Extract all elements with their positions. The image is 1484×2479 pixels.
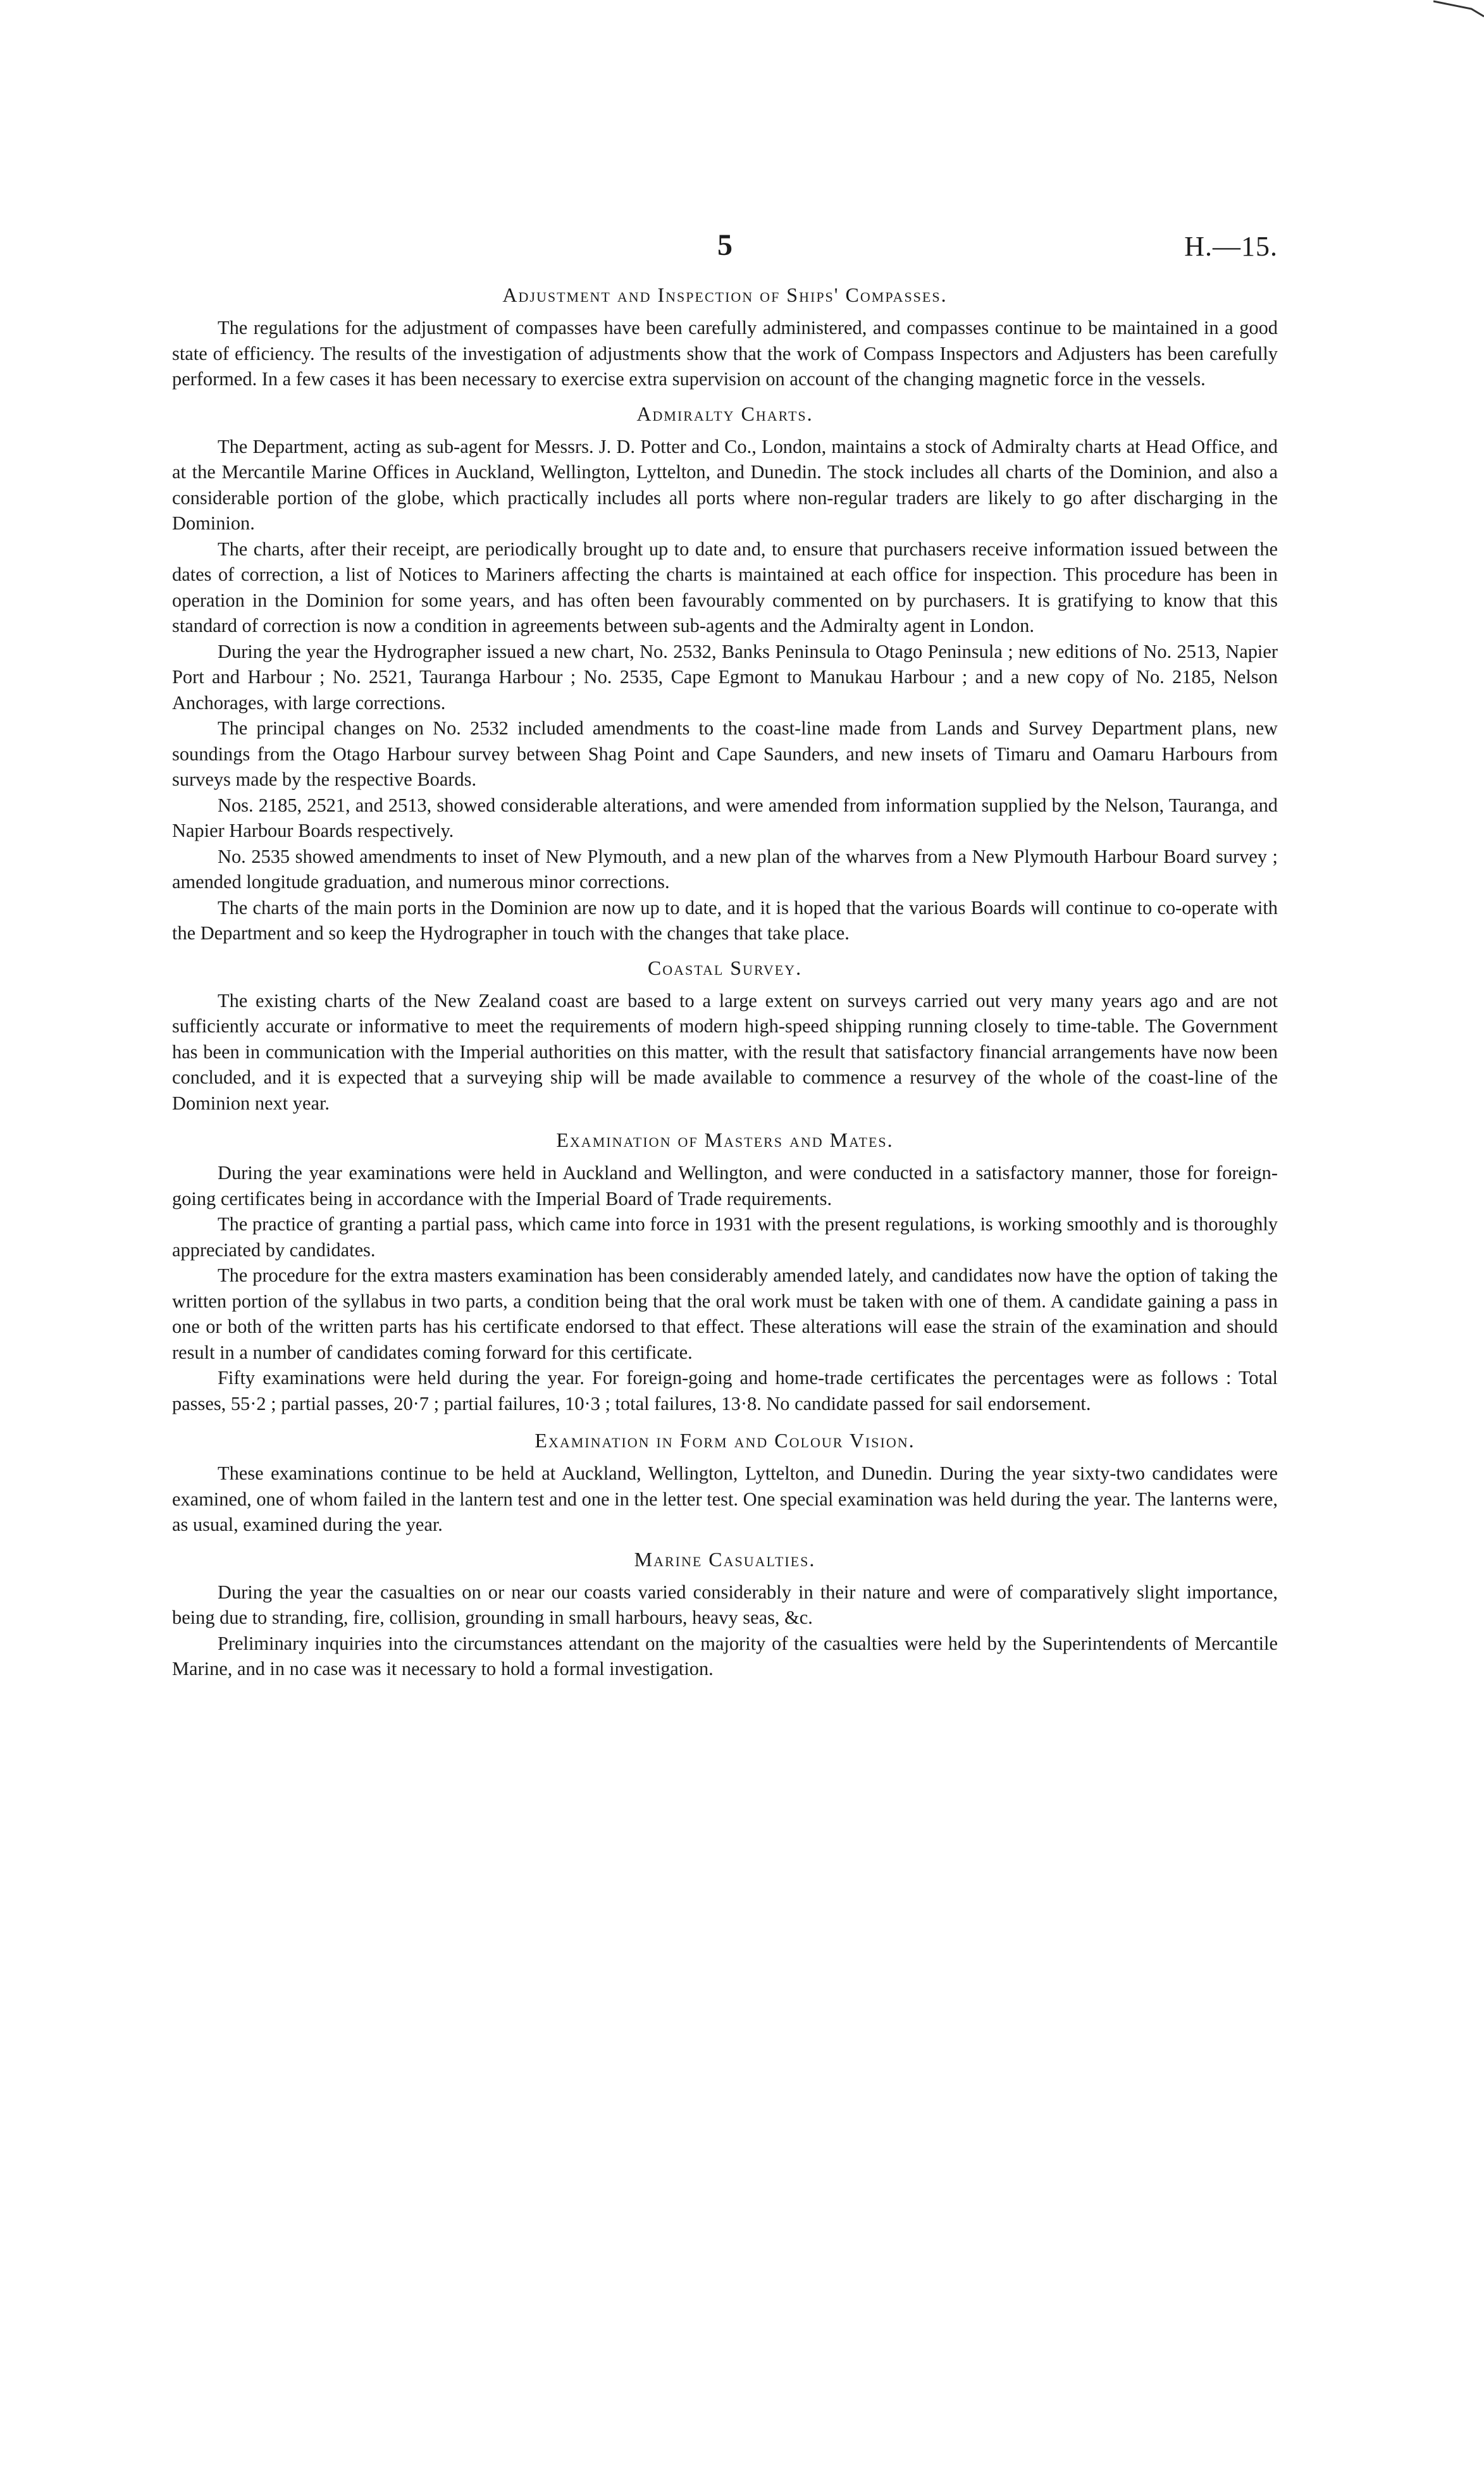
paragraph: During the year the Hydrographer issued a new chart, No. 2532, Banks Peninsula to Otago Peninsula ; new editions of No. 2513, Napier Port and Harbour ; No. 2521, Tauranga Harbour ; No. 2535, Cape Egmont to Manukau Harbour ; and a new copy of No. 2185, Nelson Anchorages, with large corrections. [172,640,1278,714]
section-heading: Marine Casualties. [634,1547,816,1571]
paragraph: During the year the casualties on or near our coasts varied considerably in their nature and were of comparatively slight importance, being due to stranding, fire, collision, grounding in small harbours, heavy seas, &c. [172,1581,1278,1628]
section-colour-vision [172,1428,1278,1538]
paragraph: The Department, acting as sub-agent for Messrs. J. D. Potter and Co., London, maintains a stock of Admiralty charts at Head Office, and at the Mercantile Marine Offices in Auckland, Wellington, Lyttelton, and Dunedin. The stock includes all charts of the Dominion, and also a considerable portion of the globe, which practically includes all ports where non-regular traders are likely to go after discharging in the Dominion. [172,435,1278,534]
section-admiralty-charts [172,401,1278,946]
paragraph: The existing charts of the New Zealand coast are based to a large extent on surveys carried out very many years ago and are not sufficiently accurate or informative to meet the requirements of modern high-speed shipping running closely to time-table. The Government has been in communication with the Imperial authorities on this matter, with the result that satisfactory financial arrangements have now been concluded, and it is expected that a surveying ship will be made available to commence a resurvey of the whole of the coast-line of the Dominion next year. [172,989,1278,1114]
paragraph: These examinations continue to be held at Auckland, Wellington, Lyttelton, and Dunedin. During the year sixty-two candidates were examined, one of whom failed in the lantern test and one in the letter test. One special examination was held during the year. The lanterns were, as usual, examined during the year. [172,1462,1278,1535]
paragraph: The practice of granting a partial pass, which came into force in 1931 with the present regulations, is working smoothly and is thoroughly appreciated by candidates. [172,1213,1278,1261]
section-marine-casualties [172,1547,1278,1682]
document-reference: H.—15. [1184,231,1278,262]
section-masters-mates [172,1127,1278,1416]
paragraph: The procedure for the extra masters examination has been considerably amended lately, and candidates now have the option of taking the written portion of the syllabus in two parts, a condition being that the oral work must be taken with one of them. A candidate gaining a pass in one or both of the written parts has his certificate endorsed to that effect. These alterations will ease the strain of the examination and should result in a number of candidates coming forward for this certificate. [172,1264,1278,1363]
section-compasses [172,282,1278,392]
paragraph: Nos. 2185, 2521, and 2513, showed considerable alterations, and were amended from information supplied by the Nelson, Tauranga, and Napier Harbour Boards respectively. [172,794,1278,841]
section-heading: Coastal Survey. [647,956,803,979]
section-heading: Adjustment and Inspection of Ships' Compasses. [502,283,948,306]
document-page [172,228,1278,1682]
paragraph: The principal changes on No. 2532 included amendments to the coast-line made from Lands and Survey Department plans, new soundings from the Otago Harbour survey between Shag Point and Cape Saunders, and new insets of Timaru and Oamaru Harbours from surveys made by the respective Boards. [172,717,1278,790]
section-heading: Admiralty Charts. [636,402,813,425]
paragraph: Fifty examinations were held during the year. For foreign-going and home-trade certificates the percentages were as follows : Total passes, 55·2 ; partial passes, 20·7 ; partial failures, 10·3 ; total failures, 13·8. No candidate passed for sail endorsement. [172,1367,1278,1414]
paragraph: During the year examinations were held in Auckland and Wellington, and were conducted in a satisfactory manner, those for foreign-going certificates being in accordance with the Imperial Board of Trade requirements. [172,1162,1278,1209]
paragraph: No. 2535 showed amendments to inset of New Plymouth, and a new plan of the wharves from a New Plymouth Harbour Board survey ; amended longitude graduation, and numerous minor corrections. [172,845,1278,893]
section-heading: Examination in Form and Colour Vision. [535,1429,915,1452]
paragraph: The charts of the main ports in the Dominion are now up to date, and it is hoped that the various Boards will continue to co-operate with the Department and so keep the Hydrographer in touch with the changes that take place. [172,896,1278,944]
paragraph: Preliminary inquiries into the circumstances attendant on the majority of the casualties were held by the Superintendents of Mercantile Marine, and in no case was it necessary to hold a formal investigation. [172,1632,1278,1679]
page-number: 5 [717,228,733,262]
scan-edge-mark [1433,0,1484,19]
paragraph: The regulations for the adjustment of compasses have been carefully administered, and compasses continue to be maintained in a good state of efficiency. The results of the investigation of adjustments show that the work of Compass Inspectors and Adjusters has been carefully performed. In a few cases it has been necessary to exercise extra supervision on account of the changing magnetic force in the vessels. [172,317,1278,390]
paragraph: The charts, after their receipt, are periodically brought up to date and, to ensure that purchasers receive information issued between the dates of correction, a list of Notices to Mariners affecting the charts is maintained at each office for inspection. This procedure has been in operation in the Dominion for some years, and has often been favourably commented on by purchasers. It is gratifying to know that this standard of correction is now a condition in agreements between sub-agents and the Admiralty agent in London. [172,538,1278,636]
section-coastal-survey [172,955,1278,1116]
section-heading: Examination of Masters and Mates. [556,1128,894,1151]
page-header [172,228,1278,273]
